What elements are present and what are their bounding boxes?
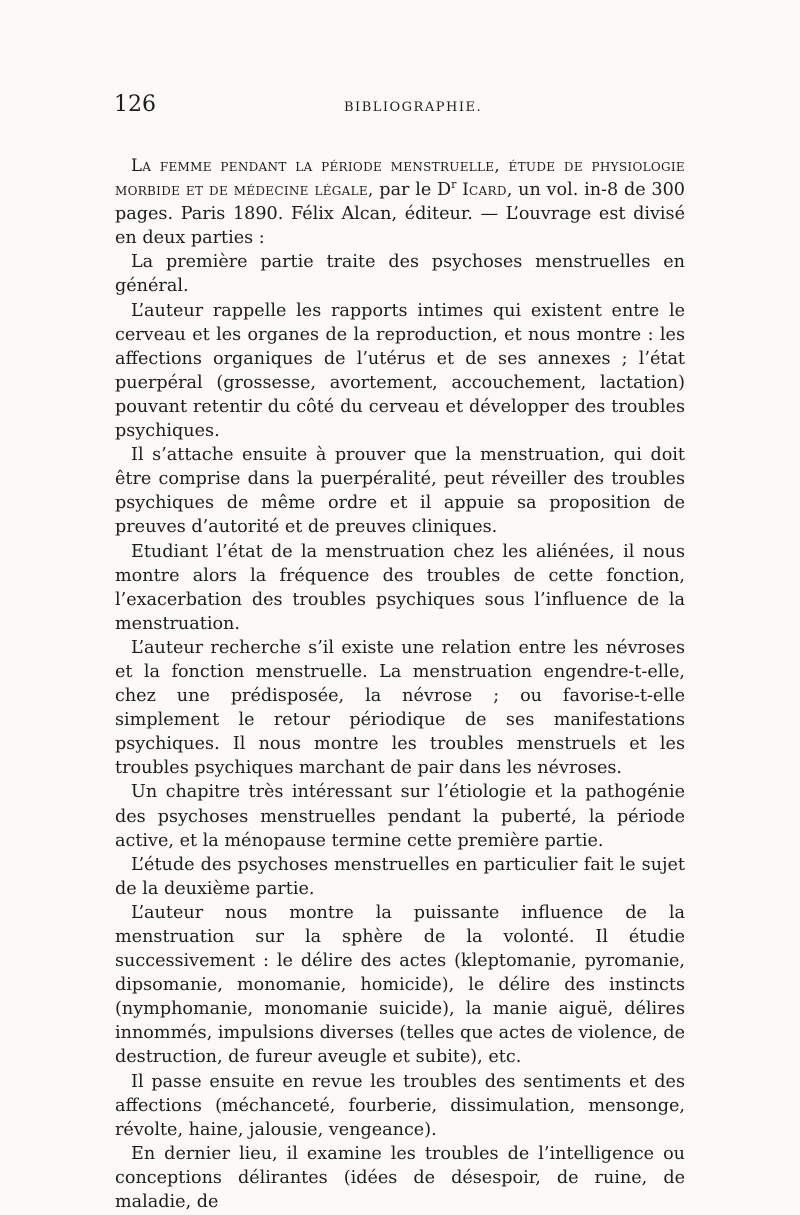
paragraph: Il s’attache ensuite à prouver que la menstruation, qui doit être comprise dans la puerpéralité, peut réveiller des troubles psychiques de même ordre et il appuie sa proposition de preuves d’autorité et de preuves cliniques.	[115, 445, 685, 538]
page-number: 126	[114, 92, 156, 117]
paragraph: L’auteur nous montre la puissante influence de la menstruation sur la sphère de la volonté. Il étudie successivement : le délire des actes (kleptomanie, pyromanie, dipsomanie, monomanie, homicide), le délire des instincts (nymphomanie, monomanie suicide), la manie aiguë, délires innommés, impulsions diverses (telles que actes de violence, de destruction, de fureur aveugle et subite), etc.	[115, 902, 685, 1068]
paragraph: La première partie traite des psychoses menstruelles en général.	[115, 252, 685, 297]
entry-author-name: Icard	[462, 180, 507, 200]
paragraph: En dernier lieu, il examine les troubles de l’intelligence ou conceptions délirantes (idées de désespoir, de ruine, de maladie, de	[115, 1143, 685, 1213]
paragraph: L’auteur rappelle les rapports intimes qui existent entre le cerveau et les organes de la reproduction, et nous montre : les affections organiques de l’utérus et de ses annexes ; l’état puerpéral (grossesse, avortement, accouchement, lactation) pouvant retentir du côté du cerveau et développer des troubles psychiques.	[115, 300, 685, 442]
bibliographic-entry	[115, 154, 685, 250]
paragraph: Il passe ensuite en revue les troubles des sentiments et des affections (méchanceté, fourberie, dissimulation, mensonge, révolte, haine, jalousie, vengeance).	[115, 1071, 685, 1140]
entry-publication: , un vol. in-8 de 300 pages. Paris 1890. Félix Alcan, éditeur. — L’ouvrage est divisé en deux parties :	[115, 180, 685, 249]
running-title: BIBLIOGRAPHIE.	[344, 100, 483, 115]
paragraph: Etudiant l’état de la menstruation chez les aliénées, il nous montre alors la fréquence des troubles de cette fonction, l’exacerbation des troubles psychiques sous l’influence de la menstruation.	[115, 541, 685, 634]
page-header	[114, 92, 686, 132]
entry-title: La femme pendant la période menstruelle, étude de physiologie morbide et de médecine légale,	[115, 156, 685, 200]
paragraph: L’auteur recherche s’il existe une relation entre les névroses et la fonction menstruelle. La menstruation engendre-t-elle, chez une prédisposée, la névrose ; ou favorise-t-elle simplement le retour périodique de ses manifestations psychiques. Il nous montre les troubles menstruels et les troubles psychiques marchant de pair dans les névroses.	[115, 637, 685, 779]
page-body	[115, 154, 685, 1214]
entry-author-prefix: par le D	[373, 180, 452, 201]
paragraph: Un chapitre très intéressant sur l’étiologie et la pathogénie des psychoses menstruelles pendant la puberté, la période active, et la ménopause termine cette première partie.	[115, 782, 685, 851]
paragraph: L’étude des psychoses menstruelles en particulier fait le sujet de la deuxième partie.	[115, 854, 685, 899]
entry-author-superscript: r	[451, 178, 457, 192]
